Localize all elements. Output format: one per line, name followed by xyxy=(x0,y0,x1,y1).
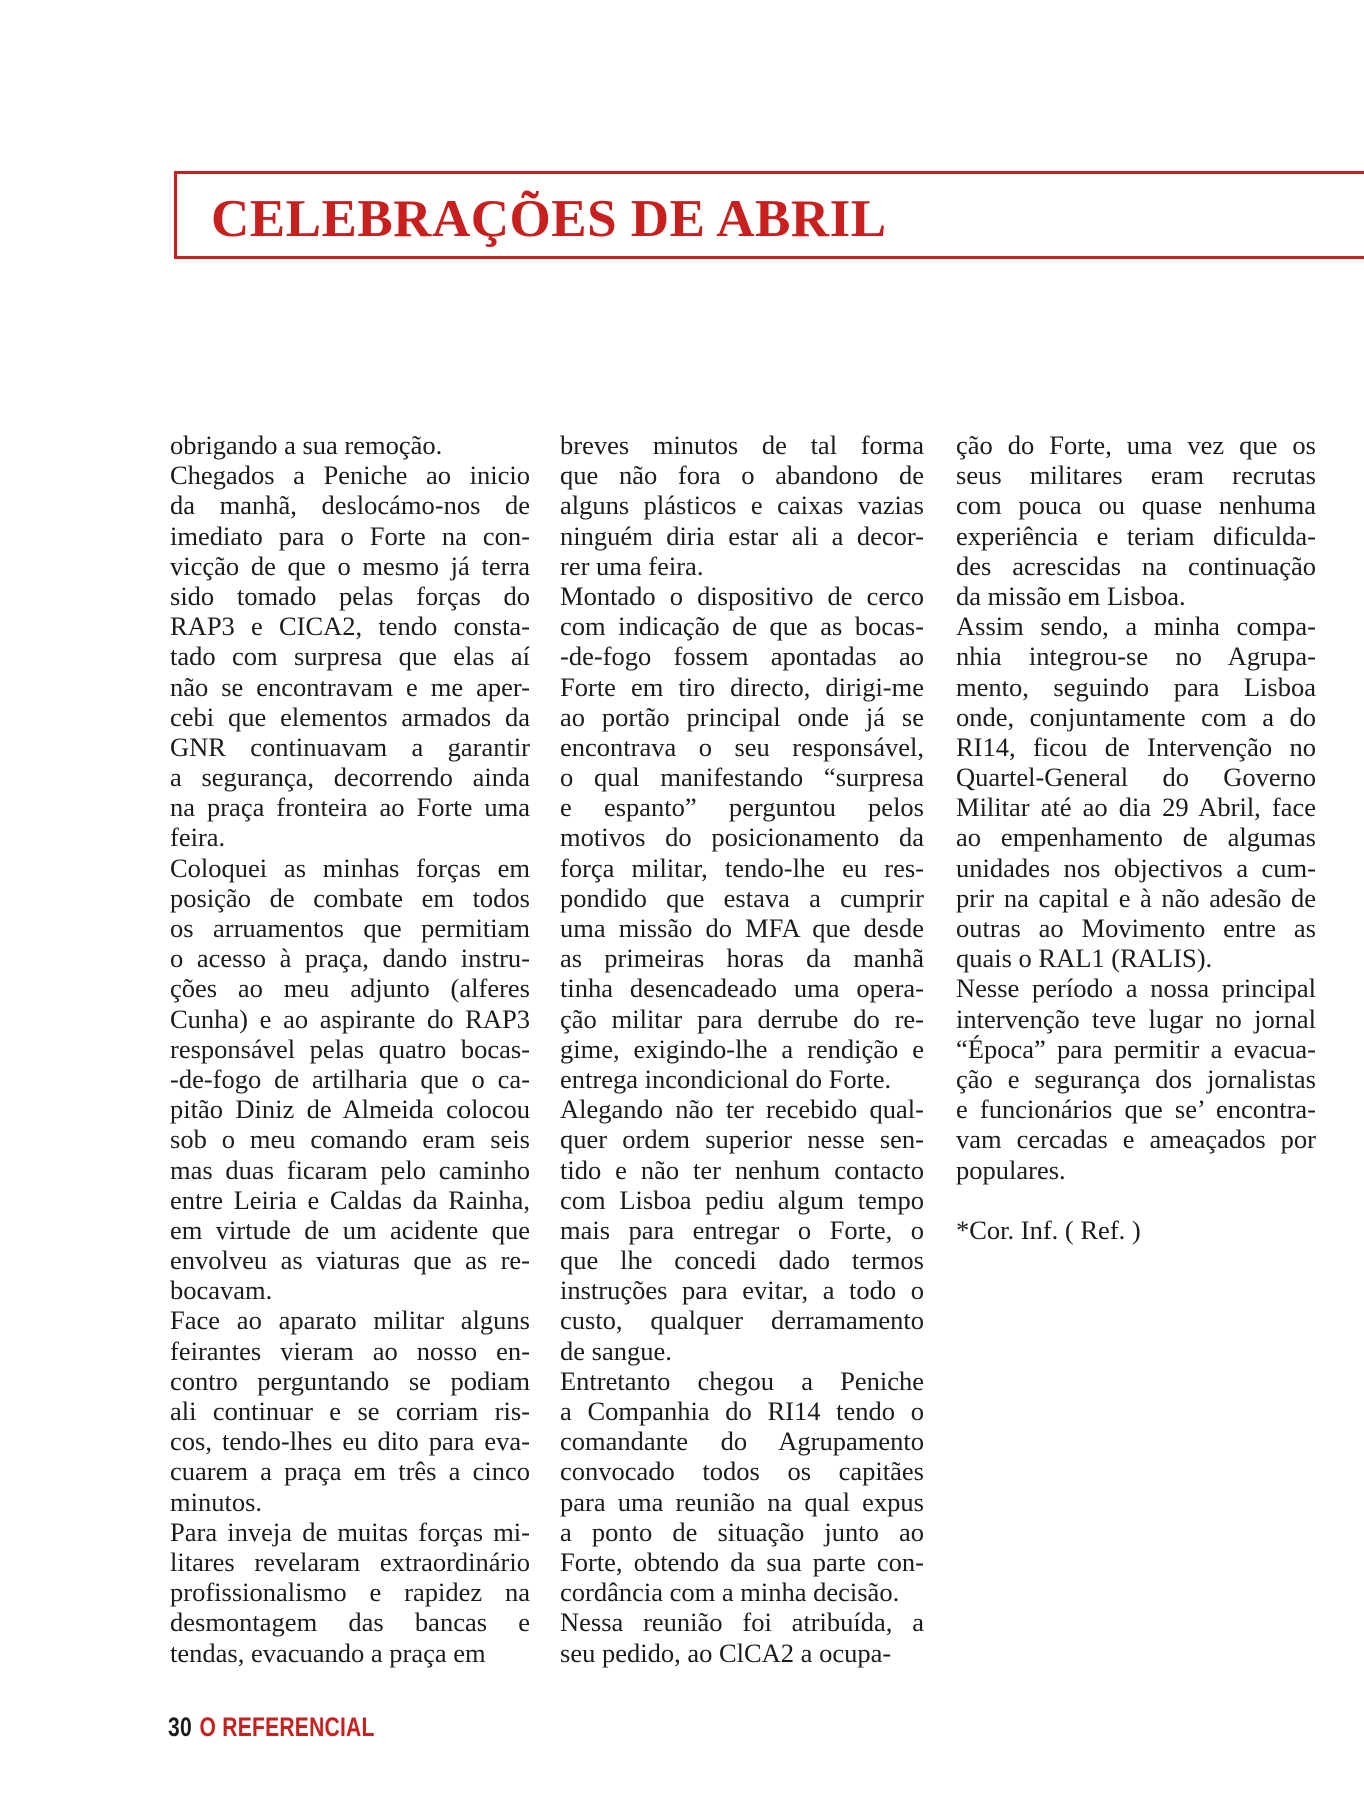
article-line: mais para entregar o Forte, o xyxy=(560,1214,924,1245)
article-line: custo, qualquer derramamento xyxy=(560,1305,924,1336)
article-line: “Época” para permitir a evacua- xyxy=(956,1033,1316,1064)
page-number: 30 xyxy=(168,1712,192,1742)
article-line: imediato para o Forte na con- xyxy=(170,520,530,551)
article-line: ao empenhamento de algumas xyxy=(956,822,1316,853)
article-line: quais o RAL1 (RALIS). xyxy=(956,943,1213,974)
article-line: os arruamentos que permitiam xyxy=(170,913,530,943)
article-line: RI14, ficou de Intervenção no xyxy=(956,731,1316,762)
article-line: ao portão principal onde já se xyxy=(560,701,924,732)
article-line: posição de combate em todos xyxy=(170,882,530,913)
section-header-box xyxy=(174,171,1364,259)
article-line: Forte, obtendo da sua parte con- xyxy=(560,1546,924,1577)
article-line: o acesso à praça, dando instru- xyxy=(170,943,530,974)
article-line: bocavam. xyxy=(170,1275,273,1306)
article-line: nhia integrou-se no Agrupa- xyxy=(956,641,1316,672)
article-line: cordância com a minha decisão. xyxy=(560,1577,900,1608)
article-line: alguns plásticos e caixas vazias xyxy=(560,490,924,521)
article-line: Entretanto chegou a Peniche xyxy=(560,1365,924,1396)
article-line: seus militares eram recrutas xyxy=(956,460,1316,491)
article-line: Face ao aparato militar alguns xyxy=(170,1305,530,1336)
article-line: tado com surpresa que elas aí xyxy=(170,641,530,672)
article-line: não se encontravam e me aper- xyxy=(170,671,530,702)
article-line: Militar até ao dia 29 Abril, face xyxy=(956,792,1316,823)
article-line: Cunha) e ao aspirante do RAP3 xyxy=(170,1003,530,1034)
article-line: Nessa reunião foi atribuída, a xyxy=(560,1607,924,1638)
article-line: rer uma feira. xyxy=(560,550,704,581)
article-line: seu pedido, ao ClCA2 a ocupa- xyxy=(560,1637,892,1668)
article-line: que lhe concedi dado termos xyxy=(560,1245,924,1276)
article-line: populares. xyxy=(956,1154,1066,1185)
article-line: tendas, evacuando a praça em xyxy=(170,1637,486,1668)
article-line: a Companhia do RI14 tendo o xyxy=(560,1396,924,1426)
article-line: RAP3 e CICA2, tendo consta- xyxy=(170,611,530,642)
article-line: cebi que elementos armados da xyxy=(170,701,530,732)
article-line: entrega incondicional do Forte. xyxy=(560,1063,892,1094)
article-line: Montado o dispositivo de cerco xyxy=(560,580,924,611)
article-line: as primeiras horas da manhã xyxy=(560,943,924,974)
article-line: tinha desencadeado uma opera- xyxy=(560,973,924,1004)
article-line: mas duas ficaram pelo caminho xyxy=(170,1154,530,1185)
article-line: Assim sendo, a minha compa- xyxy=(956,611,1316,642)
article-line: ninguém diria estar ali a decor- xyxy=(560,520,924,551)
article-line: motivos do posicionamento da xyxy=(560,822,924,853)
article-line: envolveu as viaturas que as re- xyxy=(170,1245,530,1276)
article-line: ções ao meu adjunto (alferes xyxy=(170,973,530,1004)
article-line: cuarem a praça em três a cinco xyxy=(170,1456,530,1487)
article-line: ali continuar e se corriam ris- xyxy=(170,1396,530,1426)
article-line: e funcionários que se’ encontra- xyxy=(956,1094,1316,1125)
article-line: da missão em Lisboa. xyxy=(956,580,1186,611)
article-line: breves minutos de tal forma xyxy=(560,430,924,460)
article-line: prir na capital e à não adesão de xyxy=(956,882,1316,913)
article-line: mento, seguindo para Lisboa xyxy=(956,671,1316,702)
article-line: profissionalismo e rapidez na xyxy=(170,1577,530,1608)
article-line: feira. xyxy=(170,822,226,853)
section-title: CELEBRAÇÕES DE ABRIL xyxy=(211,190,887,248)
article-line: cos, tendo-lhes eu dito para eva- xyxy=(170,1426,530,1457)
article-line: tido e não ter nenhum contacto xyxy=(560,1154,924,1185)
article-line: -de-fogo de artilharia que o ca- xyxy=(170,1063,530,1094)
article-line: a segurança, decorrendo ainda xyxy=(170,762,530,793)
article-line: ção do Forte, uma vez que os xyxy=(956,430,1316,460)
article-line: da manhã, deslocámo-nos de xyxy=(170,490,530,521)
article-line: Para inveja de muitas forças mi- xyxy=(170,1516,530,1547)
article-line: entre Leiria e Caldas da Rainha, xyxy=(170,1184,530,1215)
article-column-3 xyxy=(956,430,1316,1245)
article-line: pondido que estava a cumprir xyxy=(560,882,924,913)
article-line: o qual manifestando “surpresa xyxy=(560,762,924,793)
article-line: Nesse período a nossa principal xyxy=(956,973,1316,1004)
article-line: gime, exigindo-lhe a rendição e xyxy=(560,1033,924,1064)
article-line: pitão Diniz de Almeida colocou xyxy=(170,1094,530,1125)
article-line: de sangue. xyxy=(560,1335,672,1366)
article-line: com Lisboa pediu algum tempo xyxy=(560,1184,924,1215)
article-line: Chegados a Peniche ao inicio xyxy=(170,460,530,491)
page-footer xyxy=(168,1712,375,1743)
article-line: outras ao Movimento entre as xyxy=(956,913,1316,943)
article-line: Quartel-General do Governo xyxy=(956,762,1316,793)
article-column-1 xyxy=(170,430,530,1668)
article-line: que não fora o abandono de xyxy=(560,460,924,491)
article-line: com indicação de que as bocas- xyxy=(560,611,924,642)
article-line: comandante do Agrupamento xyxy=(560,1426,924,1457)
article-line: Alegando não ter recebido qual- xyxy=(560,1094,924,1125)
article-line: desmontagem das bancas e xyxy=(170,1607,530,1638)
article-line: minutos. xyxy=(170,1486,263,1517)
article-line: sob o meu comando eram seis xyxy=(170,1124,530,1155)
article-line: sido tomado pelas forças do xyxy=(170,580,530,611)
article-line: Coloquei as minhas forças em xyxy=(170,852,530,883)
article-line: des acrescidas na continuação xyxy=(956,550,1316,581)
article-line: para uma reunião na qual expus xyxy=(560,1486,924,1517)
article-line: vam cercadas e ameaçados por xyxy=(956,1124,1316,1155)
article-line: força militar, tendo-lhe eu res- xyxy=(560,852,924,883)
article-line: Forte em tiro directo, dirigi-me xyxy=(560,671,924,702)
article-column-2 xyxy=(560,430,924,1668)
article-line: na praça fronteira ao Forte uma xyxy=(170,792,530,823)
article-line: quer ordem superior nesse sen- xyxy=(560,1124,924,1155)
article-line: em virtude de um acidente que xyxy=(170,1214,530,1245)
article-line: uma missão do MFA que desde xyxy=(560,913,924,943)
article-line: instruções para evitar, a todo o xyxy=(560,1275,924,1306)
article-line: vicção de que o mesmo já terra xyxy=(170,550,530,581)
article-line xyxy=(956,1185,1316,1215)
article-line: litares revelaram extraordinário xyxy=(170,1546,530,1577)
article-line: intervenção teve lugar no jornal xyxy=(956,1003,1316,1034)
article-line: unidades nos objectivos a cum- xyxy=(956,852,1316,883)
article-line: a ponto de situação junto ao xyxy=(560,1516,924,1547)
article-line: responsável pelas quatro bocas- xyxy=(170,1033,530,1064)
article-line: com pouca ou quase nenhuma xyxy=(956,490,1316,521)
article-line: ção militar para derrube do re- xyxy=(560,1003,924,1034)
article-line: experiência e teriam dificulda- xyxy=(956,520,1316,551)
article-line: contro perguntando se podiam xyxy=(170,1365,530,1396)
magazine-name: O REFERENCIAL xyxy=(199,1712,375,1742)
article-line: e espanto” perguntou pelos xyxy=(560,792,924,823)
article-line: feirantes vieram ao nosso en- xyxy=(170,1335,530,1366)
article-line: GNR continuavam a garantir xyxy=(170,731,530,762)
article-line: *Cor. Inf. ( Ref. ) xyxy=(956,1214,1141,1245)
article-line: -de-fogo fossem apontadas ao xyxy=(560,641,924,672)
article-line: convocado todos os capitães xyxy=(560,1456,924,1487)
article-line: obrigando a sua remoção. xyxy=(170,430,443,460)
article-line: encontrava o seu responsável, xyxy=(560,731,924,762)
article-line: ção e segurança dos jornalistas xyxy=(956,1063,1316,1094)
article-line: onde, conjuntamente com a do xyxy=(956,701,1316,732)
